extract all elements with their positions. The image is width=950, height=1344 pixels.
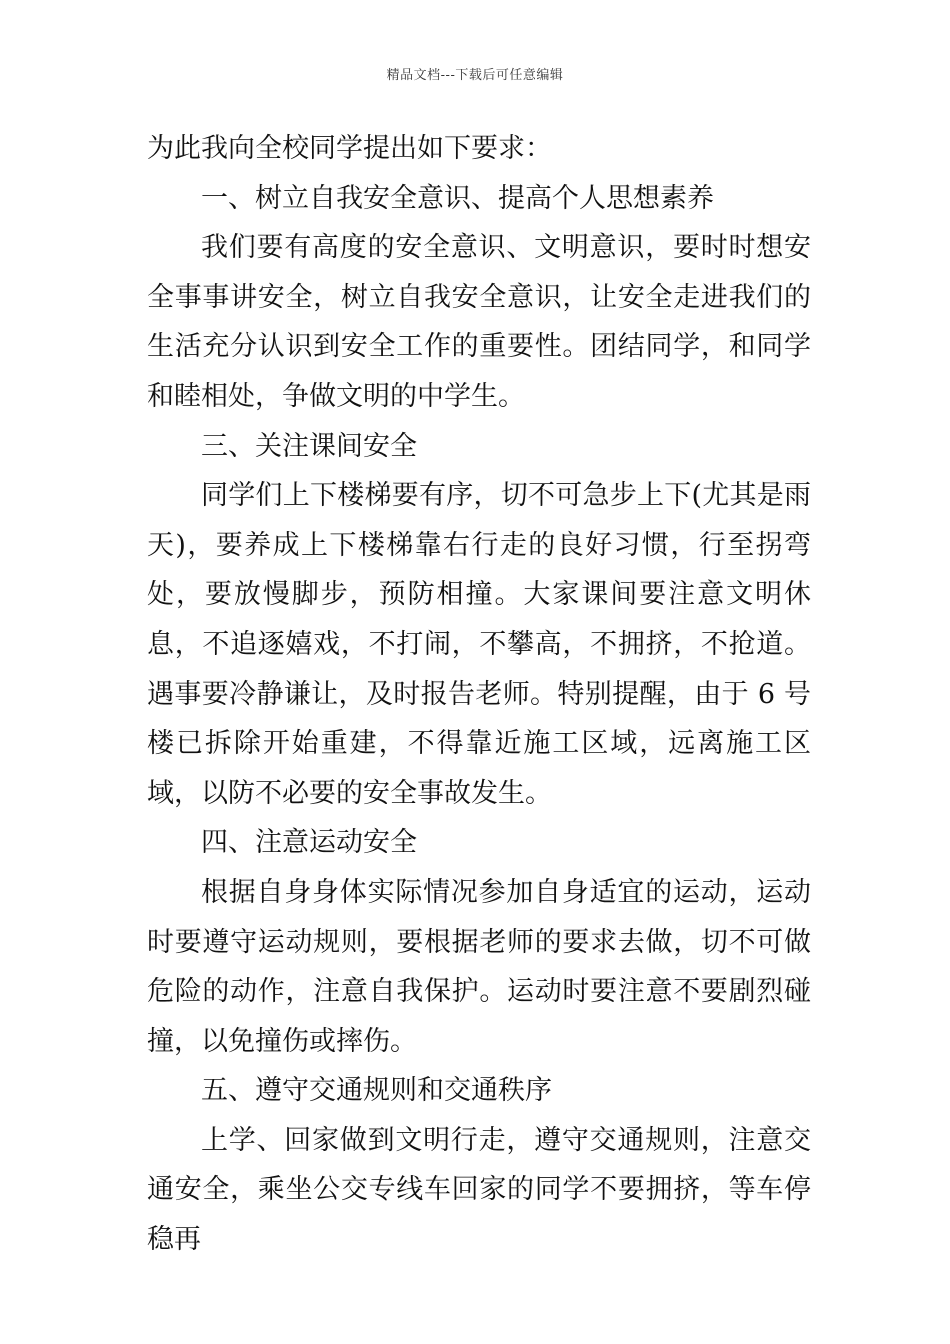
section-body-4: 根据自身身体实际情况参加自身适宜的运动，运动时要遵守运动规则，要根据老师的要求去做，切不可做危险的动作，注意自我保护。运动时要注意不要剧烈碰撞，以免撞伤或摔伤。 — [147, 876, 811, 1057]
section-heading-1: 一、树立自我安全意识、提高个人思想素养 — [201, 182, 714, 214]
section-body-5: 上学、回家做到文明行走，遵守交通规则，注意交通安全，乘坐公交专线车回家的同学不要拥挤，等车停稳再 — [147, 1124, 811, 1256]
section-heading-5: 五、遵守交通规则和交通秩序 — [201, 1075, 552, 1107]
page-header: 精品文档---下载后可任意编辑 — [386, 68, 564, 83]
section-heading-3: 三、关注课间安全 — [201, 430, 417, 462]
document-body — [147, 124, 811, 1265]
section-heading-4: 四、注意运动安全 — [201, 827, 417, 859]
section-body-3: 同学们上下楼梯要有序，切不可急步上下(尤其是雨天)，要养成上下楼梯靠右行走的良好习惯，行至拐弯处，要放慢脚步，预防相撞。大家课间要注意文明休息，不追逐嬉戏，不打闹，不攀高，不拥挤，不抢道。遇事要冷静谦让，及时报告老师。特别提醒，由于 6 号楼已拆除开始重建，不得靠近施工区域，远离施工区域，以防不必要的安全事故发生。 — [147, 480, 811, 809]
section-body-1: 我们要有高度的安全意识、文明意识，要时时想安全事事讲安全，树立自我安全意识，让安全走进我们的生活充分认识到安全工作的重要性。团结同学，和同学和睦相处，争做文明的中学生。 — [147, 232, 811, 412]
intro-paragraph: 为此我向全校同学提出如下要求： — [147, 133, 552, 164]
